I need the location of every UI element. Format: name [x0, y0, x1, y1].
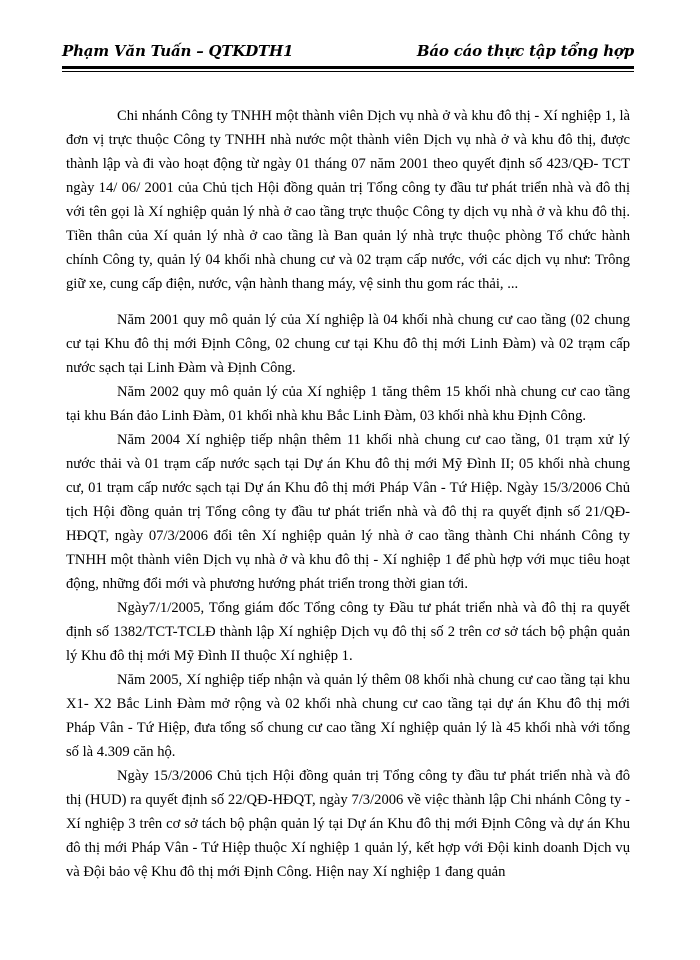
- paragraph: Năm 2002 quy mô quản lý của Xí nghiệp 1 tăng thêm 15 khối nhà chung cư cao tầng tại khu Bán đảo Linh Đàm, 01 khối nhà khu Bắc Linh Đàm, 03 khối nhà khu Định Công.: [66, 384, 630, 424]
- paragraph: Ngày7/1/2005, Tổng giám đốc Tổng công ty Đầu tư phát triển nhà và đô thị ra quyết định số 1382/TCT-TCLĐ thành lập Xí nghiệp Dịch vụ đô thị số 2 trên cơ sở tách bộ phận quản lý Khu đô thị mới Mỹ Đình II thuộc Xí nghiệp 1.: [66, 600, 630, 664]
- paragraph: Chi nhánh Công ty TNHH một thành viên Dịch vụ nhà ở và khu đô thị - Xí nghiệp 1, là đơn vị trực thuộc Công ty TNHH nhà nước một thành viên Dịch vụ nhà ở và khu đô thị, được thành lập và đi vào hoạt động từ ngày 01 tháng 07 năm 2001 theo quyết định số 423/QĐ- TCT ngày 14/ 06/ 2001 của Chủ tịch Hội đồng quản trị Tổng công ty đầu tư phát triển nhà và đô thị với tên gọi là Xí nghiệp quản lý nhà ở cao tầng trực thuộc Công ty dịch vụ nhà ở và khu đô thị. Tiền thân của Xí quản lý nhà ở cao tầng là Ban quản lý nhà trực thuộc phòng Tổ chức hành chính Công ty, quản lý 04 khối nhà chung cư và 02 trạm cấp nước, với các dịch vụ như: Trông giữ xe, cung cấp điện, nước, vận hành thang máy, vệ sinh thu gom rác thải, ...: [66, 108, 630, 292]
- paragraph: Năm 2004 Xí nghiệp tiếp nhận thêm 11 khối nhà chung cư cao tầng, 01 trạm xử lý nước thải và 01 trạm cấp nước sạch tại Dự án Khu đô thị mới Mỹ Đình II; 05 khối nhà chung cư, 01 trạm cấp nước sạch tại Dự án Khu đô thị mới Pháp Vân - Tứ Hiệp. Ngày 15/3/2006 Chủ tịch Hội đồng quản trị Tổng công ty đầu tư phát triển nhà và đô thị ra quyết định số 21/QĐ-HĐQT, ngày 07/3/2006 đổi tên Xí nghiệp quản lý nhà ở cao tầng thành Chi nhánh Công ty TNHH một thành viên Dịch vụ nhà ở và khu đô thị - Xí nghiệp 1 để phù hợp với mục tiêu hoạt động, những đổi mới và phương hướng phát triển trong thời gian tới.: [66, 432, 630, 592]
- document-body: [66, 104, 630, 884]
- paragraph: Năm 2001 quy mô quản lý của Xí nghiệp là 04 khối nhà chung cư cao tầng (02 chung cư tại Khu đô thị mới Định Công, 02 chung cư tại Khu đô thị mới Linh Đàm) và 02 trạm cấp nước sạch tại Linh Đàm và Định Công.: [66, 312, 630, 376]
- header-title: Báo cáo thực tập tổng hợp: [416, 42, 634, 60]
- paragraph: Ngày 15/3/2006 Chủ tịch Hội đồng quản trị Tổng công ty đầu tư phát triển nhà và đô thị (HUD) ra quyết định số 22/QĐ-HĐQT, ngày 7/3/2006 về việc thành lập Chi nhánh Công ty - Xí nghiệp 3 trên cơ sở tách bộ phận quản lý tại Dự án Khu đô thị mới Định Công và dự án Khu đô thị mới Pháp Vân - Tứ Hiệp thuộc Xí nghiệp 1 quản lý, kết hợp với Đội kinh doanh Dịch vụ và Đội bảo vệ Khu đô thị mới Định Công. Hiện nay Xí nghiệp 1 đang quản: [66, 768, 630, 880]
- paragraph: Năm 2005, Xí nghiệp tiếp nhận và quản lý thêm 08 khối nhà chung cư cao tầng tại khu X1- X2 Bắc Linh Đàm mở rộng và 02 khối nhà chung cư cao tầng tại dự án Khu đô thị mới Pháp Vân - Tứ Hiệp, đưa tổng số chung cư cao tầng Xí nghiệp quản lý là 45 khối nhà với tổng số là 4.309 căn hộ.: [66, 672, 630, 760]
- header-author: Phạm Văn Tuấn – QTKDTH1: [62, 42, 294, 60]
